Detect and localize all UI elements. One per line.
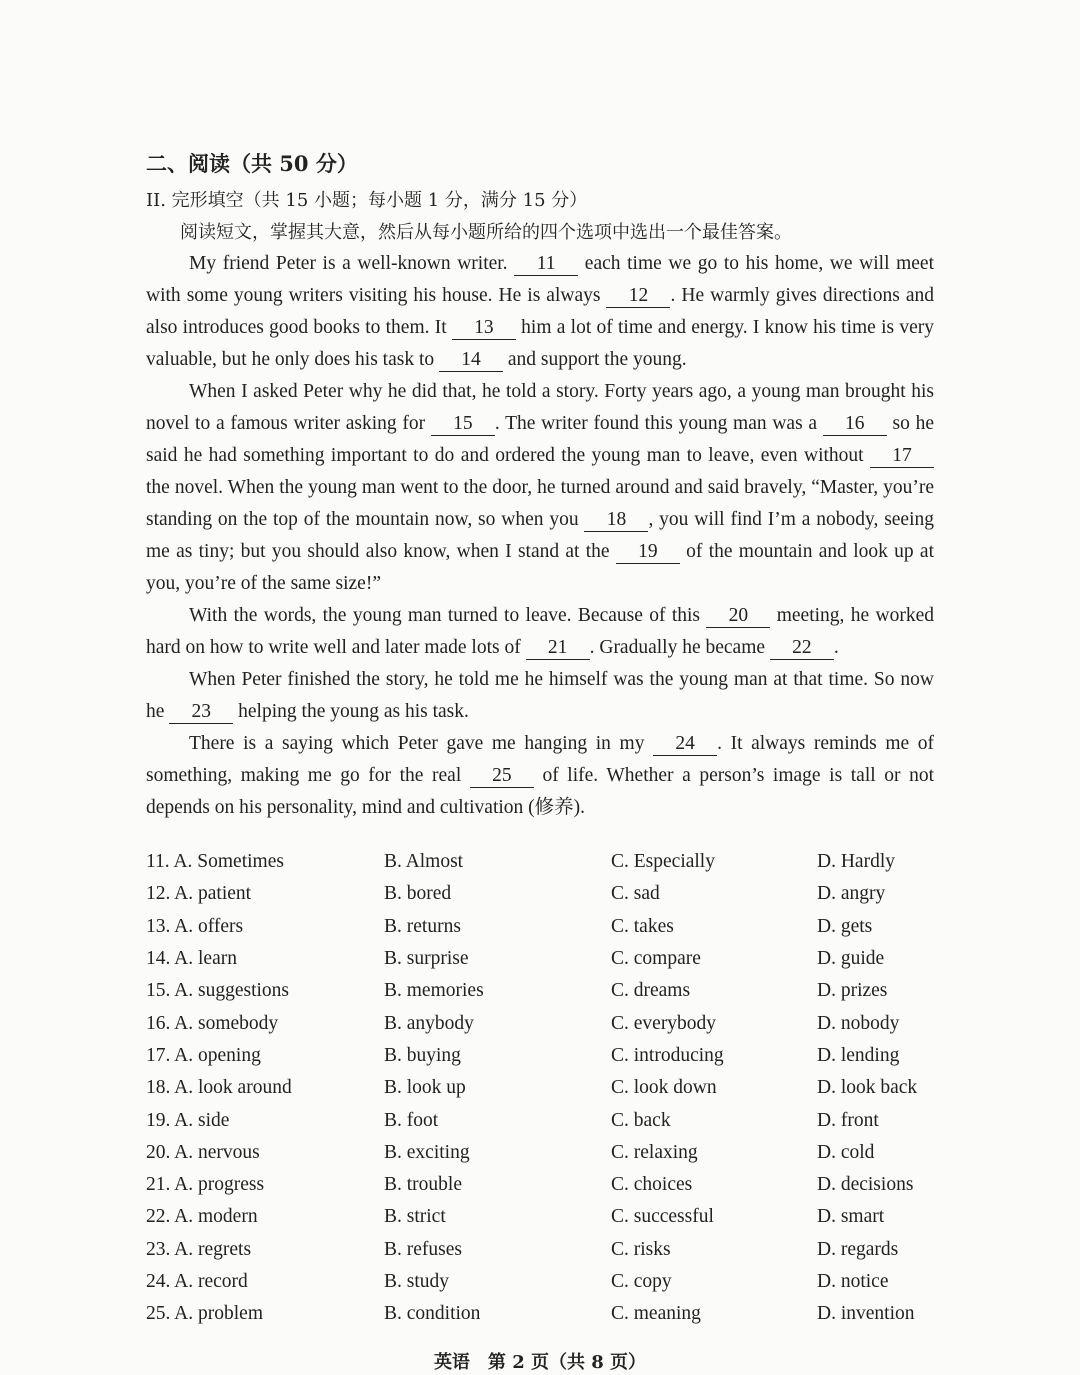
option-row	[146, 975, 946, 1007]
option-c: C. relaxing	[611, 1141, 698, 1163]
option-d: D. notice	[817, 1271, 889, 1292]
option-a: 22. A. modern	[146, 1206, 258, 1228]
option-c: C. Especially	[611, 851, 715, 873]
option-c: C. takes	[611, 915, 674, 937]
option-b: B. refuses	[384, 1238, 462, 1260]
blank-13: 13	[452, 317, 516, 340]
option-b: B. Almost	[384, 851, 464, 873]
option-d: D. prizes	[817, 980, 888, 1002]
option-d: D. regards	[817, 1238, 899, 1260]
option-a: 25. A. problem	[146, 1303, 263, 1325]
option-c: C. everybody	[611, 1012, 717, 1034]
option-d: D. angry	[817, 883, 886, 905]
option-row	[146, 911, 946, 943]
blank-15: 15	[431, 413, 495, 436]
answer-options	[146, 846, 946, 1330]
page-footer: 英语 第 2 页（共 8 页）	[433, 1352, 647, 1373]
option-row	[146, 846, 946, 878]
blank-24: 24	[653, 733, 717, 756]
passage	[146, 248, 934, 824]
option-a: 12. A. patient	[146, 883, 252, 905]
option-d: D. look back	[817, 1077, 918, 1099]
option-c: C. compare	[611, 948, 701, 970]
option-row	[146, 1007, 946, 1039]
option-a: 20. A. nervous	[146, 1141, 260, 1163]
option-a: 17. A. opening	[146, 1044, 261, 1066]
option-c: C. choices	[611, 1174, 693, 1196]
option-d: D. invention	[817, 1303, 915, 1325]
cloze-subtitle: II. 完形填空（共 15 小题；每小题 1 分，满分 15 分）	[146, 190, 588, 211]
blank-25: 25	[470, 765, 534, 788]
option-a: 11. A. Sometimes	[146, 851, 284, 873]
option-row	[146, 1169, 946, 1201]
option-d: D. decisions	[817, 1174, 914, 1196]
instruction: 阅读短文，掌握其大意，然后从每小题所给的四个选项中选出一个最佳答案。	[180, 222, 792, 243]
option-a: 21. A. progress	[146, 1174, 265, 1196]
option-a: 13. A. offers	[146, 915, 244, 937]
passage-paragraph: There is a saying which Peter gave me hanging in my 24 . It always reminds me of something, making me go for the real 25 of life. Whether a person’s image is tall or not depends on his personality, mind and cultivation (修养).	[146, 733, 935, 818]
option-d: D. lending	[817, 1044, 900, 1066]
option-c: C. dreams	[611, 980, 691, 1002]
passage-paragraph: When Peter finished the story, he told me he himself was the young man at that time. So now he 23 helping the young as his task.	[146, 669, 934, 722]
option-b: B. foot	[384, 1109, 439, 1131]
option-a: 16. A. somebody	[146, 1012, 279, 1034]
option-row	[146, 1298, 946, 1330]
option-c: C. successful	[611, 1206, 714, 1228]
option-b: B. anybody	[384, 1012, 474, 1034]
option-b: B. look up	[384, 1077, 466, 1099]
option-row	[146, 1234, 946, 1266]
option-d: D. nobody	[817, 1012, 900, 1034]
option-b: B. condition	[384, 1303, 481, 1325]
option-row	[146, 878, 946, 910]
blank-23: 23	[169, 701, 233, 724]
option-row	[146, 1137, 946, 1169]
option-b: B. trouble	[384, 1174, 462, 1196]
option-c: C. look down	[611, 1077, 717, 1099]
option-d: D. guide	[817, 948, 885, 970]
option-a: 15. A. suggestions	[146, 980, 290, 1002]
blank-22: 22	[770, 637, 834, 660]
option-b: B. strict	[384, 1206, 446, 1228]
option-c: C. meaning	[611, 1303, 701, 1325]
passage-paragraph: With the words, the young man turned to leave. Because of this 20 meeting, he worked hard on how to write well and later made lots of 21 . Gradually he became 22 .	[146, 605, 934, 658]
blank-16: 16	[823, 413, 887, 436]
option-c: C. introducing	[611, 1044, 724, 1066]
option-row	[146, 1072, 946, 1104]
option-a: 23. A. regrets	[146, 1238, 252, 1260]
blank-17: 17	[870, 445, 934, 468]
option-row	[146, 943, 946, 975]
option-row	[146, 1201, 946, 1233]
option-d: D. gets	[817, 915, 873, 937]
option-b: B. surprise	[384, 948, 469, 970]
option-b: B. returns	[384, 915, 461, 937]
option-b: B. buying	[384, 1044, 461, 1066]
reading-section	[146, 148, 934, 824]
option-c: C. back	[611, 1109, 671, 1131]
option-d: D. cold	[817, 1141, 875, 1163]
section-title: 二、阅读（共 50 分）	[146, 151, 358, 176]
blank-12: 12	[606, 285, 670, 308]
option-row	[146, 1040, 946, 1072]
option-b: B. exciting	[384, 1141, 470, 1163]
option-a: 19. A. side	[146, 1109, 230, 1131]
blank-18: 18	[584, 509, 648, 532]
option-b: B. memories	[384, 980, 484, 1002]
blank-19: 19	[616, 541, 680, 564]
option-b: B. study	[384, 1271, 450, 1292]
option-d: D. front	[817, 1109, 879, 1131]
option-a: 18. A. look around	[146, 1077, 292, 1099]
blank-20: 20	[706, 605, 770, 628]
option-row	[146, 1104, 946, 1136]
option-d: D. smart	[817, 1206, 885, 1228]
blank-14: 14	[439, 349, 503, 372]
passage-paragraph: When I asked Peter why he did that, he told a story. Forty years ago, a young man brought his novel to a famous writer asking for 15 . The writer found this young man was a 16 so he said he had something important to do and ordered the young man to leave, even without 17 the novel. When the young man went to the door, he turned around and said bravely, “Master, you’re standing on the top of the mountain now, so when you 18 , you will find I’m a nobody, seeing me as tiny; but you should also know, when I stand at the 19 of the mountain and look up at you, you’re of the same size!”	[146, 381, 935, 594]
blank-11: 11	[514, 253, 578, 276]
passage-paragraph: My friend Peter is a well-known writer. 11 each time we go to his home, we will meet with some young writers visiting his house. He is always 12 . He warmly gives directions and also introduces good books to them. It 13 him a lot of time and energy. I know his time is very valuable, but he only does his task to 14 and support the young.	[146, 253, 934, 370]
option-row	[146, 1266, 946, 1298]
option-a: 14. A. learn	[146, 948, 237, 970]
blank-21: 21	[526, 637, 590, 660]
option-a: 24. A. record	[146, 1271, 248, 1292]
option-c: C. risks	[611, 1238, 671, 1260]
option-c: C. copy	[611, 1271, 672, 1292]
option-b: B. bored	[384, 883, 452, 905]
option-d: D. Hardly	[817, 851, 895, 873]
option-c: C. sad	[611, 883, 660, 905]
